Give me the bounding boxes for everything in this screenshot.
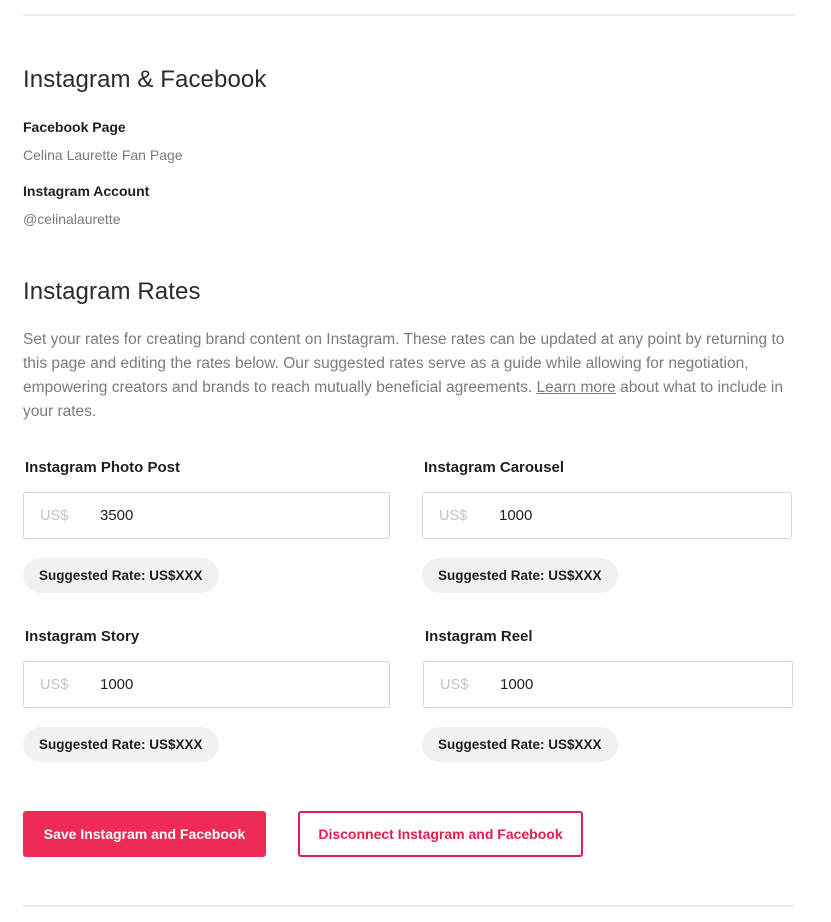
bottom-divider bbox=[23, 905, 794, 907]
photo-post-suggested-rate: Suggested Rate: US$XXX bbox=[23, 558, 219, 593]
photo-post-rate-field[interactable] bbox=[23, 492, 390, 539]
story-rate-input[interactable] bbox=[84, 662, 380, 707]
top-divider bbox=[23, 14, 794, 16]
rates-description-text: Set your rates for creating brand content on Instagram. These rates can be updated at any point by returning to this page and editing the rates below. Our suggested rates serve as a guide while allowing for negotiation, empowering creators and brands to reach mutually beneficial agreements. bbox=[23, 331, 785, 396]
rates-section-title: Instagram Rates bbox=[23, 278, 201, 305]
carousel-suggested-rate: Suggested Rate: US$XXX bbox=[422, 558, 618, 593]
reel-rate-input[interactable] bbox=[484, 662, 780, 707]
carousel-rate-input[interactable] bbox=[483, 493, 779, 538]
currency-prefix: US$ bbox=[40, 676, 69, 693]
story-rate-field[interactable] bbox=[23, 661, 390, 708]
currency-prefix: US$ bbox=[440, 676, 469, 693]
learn-more-link[interactable]: Learn more bbox=[536, 379, 616, 396]
rates-description bbox=[23, 328, 798, 424]
photo-post-rate-input[interactable] bbox=[84, 493, 380, 538]
photo-post-label: Instagram Photo Post bbox=[25, 459, 181, 476]
instagram-account-value: @celinalaurette bbox=[23, 211, 121, 227]
facebook-page-label: Facebook Page bbox=[23, 119, 126, 135]
story-suggested-rate: Suggested Rate: US$XXX bbox=[23, 727, 219, 762]
currency-prefix: US$ bbox=[439, 507, 468, 524]
connection-section-title: Instagram & Facebook bbox=[23, 66, 267, 93]
currency-prefix: US$ bbox=[40, 507, 69, 524]
rates-description-tail: about what to include in your rates. bbox=[23, 379, 783, 420]
reel-suggested-rate: Suggested Rate: US$XXX bbox=[422, 727, 618, 762]
story-label: Instagram Story bbox=[25, 628, 140, 645]
reel-rate-field[interactable] bbox=[423, 661, 793, 708]
carousel-label: Instagram Carousel bbox=[424, 459, 565, 476]
save-button[interactable]: Save Instagram and Facebook bbox=[23, 811, 266, 857]
reel-label: Instagram Reel bbox=[425, 628, 533, 645]
carousel-rate-field[interactable] bbox=[422, 492, 792, 539]
facebook-page-value: Celina Laurette Fan Page bbox=[23, 147, 183, 163]
instagram-account-label: Instagram Account bbox=[23, 183, 150, 199]
disconnect-button[interactable]: Disconnect Instagram and Facebook bbox=[298, 811, 583, 857]
